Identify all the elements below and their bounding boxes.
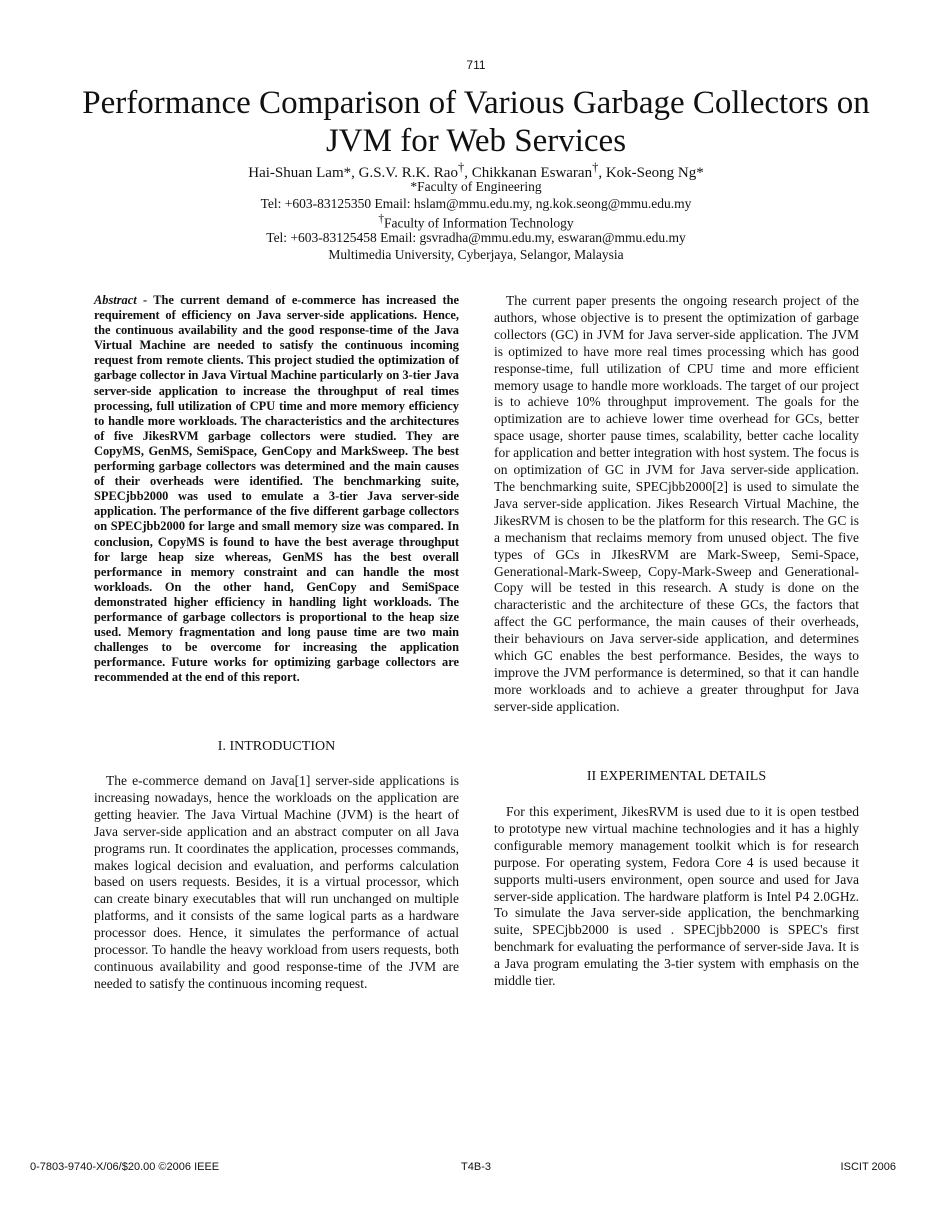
affiliation-faculty-engineering: *Faculty of Engineering — [410, 179, 542, 194]
introduction-paragraph: The e-commerce demand on Java[1] server-side applications is increasing nowadays, hence the workloads on the application are getting heavier. The Java Virtual Machine (JVM) is the heart of Java server-side application and an abstract computer on all Java programs run. It coordinates the application, processes commands, makes logical decision and evaluation, and performs calculation based on users requests. Besides, it is a virtual processor, which can create binary executables that will run unchanged on multiple platforms, and it consists of the same logical parts as a hardware processor does. Hence, it simulates the performance of actual processor. To handle the heavy workload from users requests, both continuous availability and good response-time of the JVM are needed to satisfy the continuous incoming request. — [94, 773, 459, 991]
right-intro-block — [494, 293, 859, 716]
affiliation-contact-1: Tel: +603-83125350 Email: hslam@mmu.edu.my, ng.kok.seong@mmu.edu.my — [260, 196, 692, 211]
abstract-block — [94, 293, 459, 685]
abstract-label: Abstract — [94, 293, 137, 307]
introduction-block — [94, 773, 459, 993]
paper-title: Performance Comparison of Various Garbage Collectors on JVM for Web Services — [82, 85, 870, 159]
author-mark: † — [592, 160, 599, 174]
author-list: Hai-Shuan Lam*, G.S.V. R.K. Rao†, Chikkanan Eswaran†, Kok-Seong Ng* — [248, 160, 704, 181]
footer-code: T4B-3 — [461, 1161, 491, 1173]
experimental-block — [494, 804, 859, 990]
author-mark: † — [457, 160, 465, 174]
affiliation-university: Multimedia University, Cyberjaya, Selangor, Malaysia — [328, 247, 624, 262]
section-heading-experimental: II EXPERIMENTAL DETAILS — [586, 769, 767, 784]
page-number: 711 — [466, 58, 486, 72]
affiliation-faculty-it-label: Faculty of Information Technology — [383, 215, 574, 231]
abstract-paragraph — [94, 293, 459, 685]
experimental-paragraph: For this experiment, JikesRVM is used due to it is open testbed to prototype new virtual machine technologies and it has a highly configurable memory management toolkit which is for research purpose. For operating system, Fedora Core 4 is used because it supports multi-users environment, open source and used for Java server-side application. The hardware platform is Intel P4 2.0GHz. To simulate the Java server-side application, the benchmarking suite, SPECjbb2000 is used . SPECjbb2000 is SPEC's first benchmark for evaluating the performance of server-side Java. It is a Java program emulating the 3-tier system with emphasis on the middle tier. — [494, 804, 859, 989]
section-heading-introduction: I. INTRODUCTION — [217, 739, 336, 754]
abstract-text: - The current demand of e-commerce has increased the requirement of efficiency on Java server-side applications. Hence, the continuous availability and the good response-time of the Java Virtual Machine are needed to satisfy the continuous incoming request from remote clients. This project studied the optimization of garbage collector in Java Virtual Machine particularly on 3-tier Java server-side application to increase the throughput of real times processing, full utilization of CPU time and more memory efficiency to handle more workloads. The characteristics and the architectures of five JikesRVM garbage collectors were studied. They are CopyMS, GenMS, SemiSpace, GenCopy and MarkSweep. The best performing garbage collectors was determined and the main causes of their overheads were identified. The benchmarking suite, SPECjbb2000 was used to emulate a 3-tier Java server-side application. The performance of the five different garbage collectors on SPECjbb2000 for large and small memory size was compared. In conclusion, CopyMS is found to have the best average throughput for large heap size whereas, GenMS has the best overall performance in memory constraint and can handle the most workloads. On the other hand, GenCopy and SemiSpace demonstrated higher efficiency in handling light workloads. The performance of garbage collectors is proportional to the heap size used. Memory fragmentation and long pause time are two main challenges to be overcome for increasing the application performance. Future works for optimizing garbage collectors are recommended at the end of this report. — [94, 293, 459, 685]
author-name: Chikkanan Eswaran — [471, 165, 593, 181]
affiliation-mark: † — [378, 213, 384, 225]
author-name: G.S.V. R.K. Rao — [358, 165, 458, 181]
footer-conference: ISCIT 2006 — [840, 1161, 896, 1173]
author-name: Kok-Seong Ng* — [605, 165, 704, 181]
footer-copyright: 0-7803-9740-X/06/$20.00 ©2006 IEEE — [30, 1161, 220, 1173]
affiliation-contact-2: Tel: +603-83125458 Email: gsvradha@mmu.edu.my, eswaran@mmu.edu.my — [266, 230, 686, 245]
right-intro-paragraph: The current paper presents the ongoing research project of the authors, whose objective is to present the optimization of garbage collectors (GC) in JVM for Java server-side application. The JVM is optimized to have more real times processing which has good response-time, full utilization of CPU time and more efficient memory usage to handle more workloads. The target of our project is to achieve 10% throughput improvement. The goals for the optimization are to achieve lower time overhead for GCs, better space usage, shorter pause times, scalability, better cache locality for application and better integration with host system. The focus is on optimization of GC in JVM for Java server-side application. The benchmarking suite, SPECjbb2000[2] is used to simulate the Java server-side application. Jikes Research Virtual Machine, the JikesRVM is chosen to be the platform for this research. The GC is a mechanism that reclaims memory from unused object. The five types of GCs in JIkesRVM are Mark-Sweep, Semi-Space, Generational-Mark-Sweep, Copy-Mark-Sweep and Generational-Copy will be tested in this research. A study is done on the characteristic and the architecture of these GCs, the factors that affect the GC performance, the main causes of their overheads, their behaviours on Java server-side application, and determines which GC enables the best performance. Besides, the ways to improve the JVM performance is determined, so that it can handle more workloads and to achieve a greater throughput for Java server-side application. — [494, 293, 859, 714]
author-name: Hai-Shuan Lam* — [248, 165, 352, 181]
